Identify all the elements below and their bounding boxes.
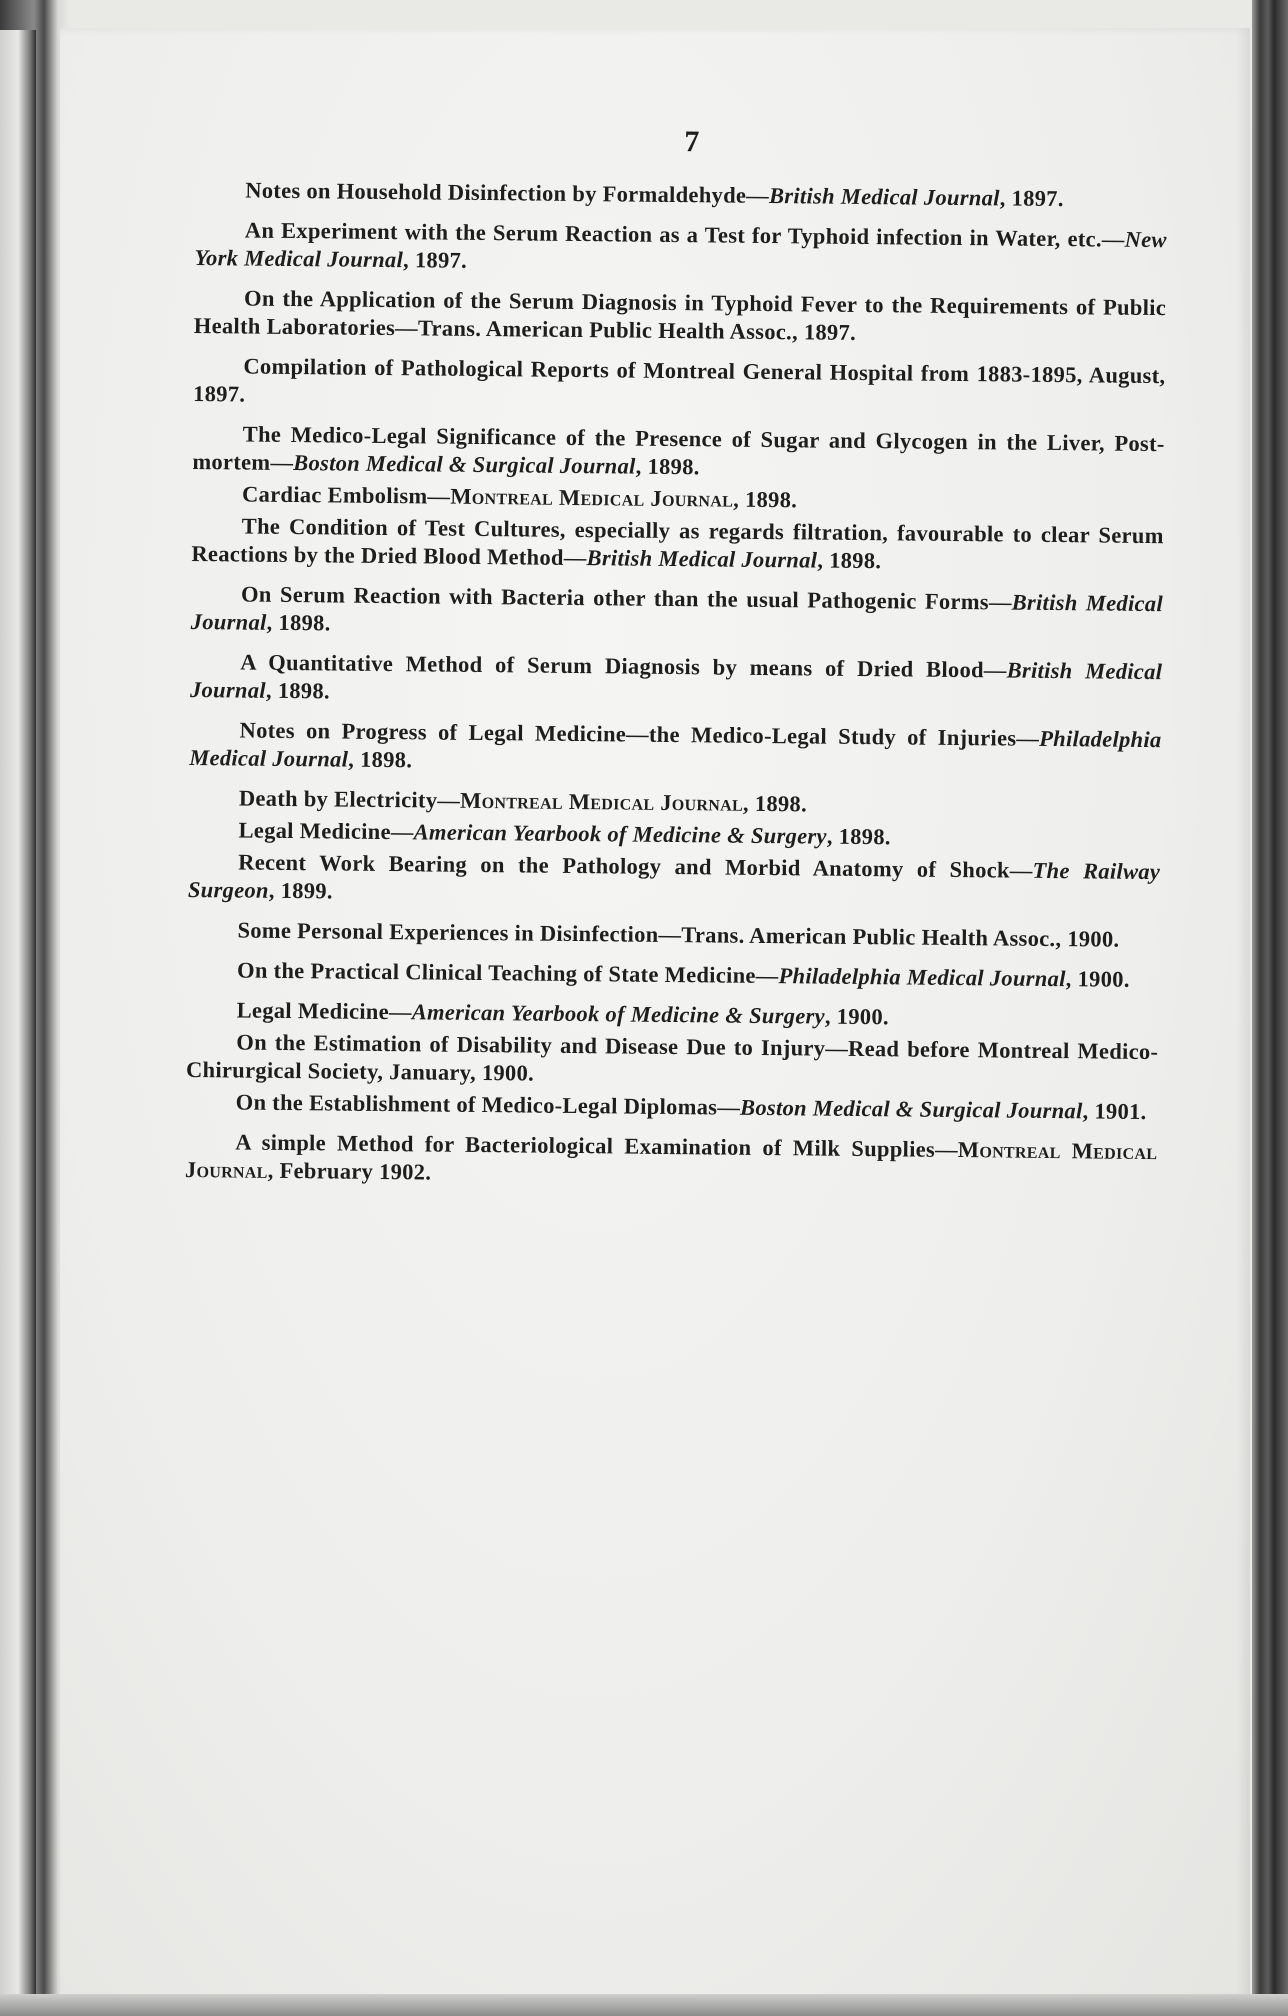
bibliography-entry bbox=[191, 580, 1164, 646]
bibliography-entry bbox=[187, 996, 1159, 1034]
entry-source: American Yearbook of Medicine & Surgery bbox=[413, 819, 827, 849]
entry-source: The Railway Surgeon bbox=[187, 857, 1161, 903]
bibliography-entry bbox=[192, 420, 1165, 486]
entry-source: Boston Medical & Surgical Journal bbox=[739, 1094, 1083, 1124]
bibliography-entry bbox=[194, 284, 1167, 350]
entry-source: Montreal Medical Journal bbox=[460, 787, 744, 816]
entry-title: Death by Electricity— bbox=[238, 785, 461, 813]
entry-title: Compilation of Pathological Reports of Montreal General Hospital from 1883-1895, August, 1897. bbox=[193, 353, 1166, 407]
entry-year: , 1898. bbox=[733, 486, 798, 513]
entry-title: Cardiac Embolism— bbox=[241, 481, 451, 509]
entry-source: Montreal Medical Journal bbox=[450, 483, 734, 512]
entry-year: , 1897. bbox=[999, 185, 1064, 212]
scan-bottom-edge bbox=[0, 1994, 1288, 2016]
entry-title: A Quantitative Method of Serum Diagnosis by means of Dried Blood— bbox=[240, 649, 1007, 683]
bibliography-entry bbox=[190, 648, 1163, 714]
bibliography-entry bbox=[194, 216, 1167, 282]
entry-year: , 1900. bbox=[1065, 966, 1130, 992]
entry-year: , 1898. bbox=[266, 609, 331, 636]
entry-source: Montreal Medical Journal bbox=[184, 1137, 1158, 1183]
entry-title: Notes on Progress of Legal Medicine—the Medico-Legal Study of Injuries— bbox=[239, 717, 1040, 751]
bibliography-entry bbox=[187, 956, 1159, 994]
entry-title: The Medico-Legal Significance of the Presence of Sugar and Glycogen in the Liver, Post-mortem— bbox=[192, 421, 1165, 476]
entry-title: The Condition of Test Cultures, especially as regards filtration, favourable to clear Serum Reactions by the Dried Blood Method— bbox=[191, 513, 1164, 571]
bibliography-list bbox=[185, 176, 1168, 1194]
page-number: 7 bbox=[684, 125, 700, 159]
entry-source: British Medical Journal bbox=[190, 589, 1164, 635]
entry-year: , 1901. bbox=[1082, 1098, 1147, 1125]
bibliography-entry bbox=[187, 916, 1159, 954]
entry-source: American Yearbook of Medicine & Surgery bbox=[411, 999, 826, 1029]
entry-title: On Serum Reaction with Bacteria other than the usual Pathogenic Forms— bbox=[240, 581, 1012, 615]
entry-title: On the Establishment of Medico-Legal Diplomas— bbox=[235, 1089, 741, 1120]
entry-year: , 1898. bbox=[348, 746, 413, 773]
entry-source: Boston Medical & Surgical Journal bbox=[293, 450, 636, 479]
entry-title: On the Practical Clinical Teaching of State Medicine— bbox=[236, 957, 779, 989]
book-fore-edge bbox=[1252, 0, 1288, 2016]
entry-title: Recent Work Bearing on the Pathology and Morbid Anatomy of Shock— bbox=[238, 849, 1033, 883]
entry-source: British Medical Journal bbox=[586, 545, 818, 573]
bibliography-entry bbox=[186, 1088, 1158, 1126]
entry-title: Legal Medicine— bbox=[236, 997, 412, 1025]
entry-source: British Medical Journal bbox=[768, 183, 1000, 211]
entry-title: On the Application of the Serum Diagnosis in Typhoid Fever to the Requirements of Public Health Laboratories—Trans. American Public Health Assoc., 1897. bbox=[193, 285, 1167, 345]
entry-year: , 1898. bbox=[635, 453, 700, 480]
bibliography-entry bbox=[195, 176, 1167, 214]
entry-title: On the Estimation of Disability and Disease Due to Injury—Read before Montreal Medico-Chirurgical Society, January, 1900. bbox=[185, 1029, 1159, 1086]
entry-year: , 1898. bbox=[265, 677, 331, 704]
bibliography-entry bbox=[191, 512, 1164, 578]
entry-year: , February 1902. bbox=[267, 1157, 432, 1185]
entry-year: , 1897. bbox=[402, 247, 468, 273]
entry-title: An Experiment with the Serum Reaction as a Test for Typhoid infection in Water, etc.— bbox=[244, 217, 1125, 252]
left-page-edge bbox=[0, 30, 36, 2016]
entry-title: Some Personal Experiences in Disinfection—Trans. American Public Health Assoc., 1900. bbox=[237, 917, 1120, 952]
entry-year: , 1898. bbox=[826, 823, 891, 850]
bibliography-entry bbox=[188, 848, 1161, 914]
bibliography-entry bbox=[188, 816, 1160, 854]
bibliography-entry bbox=[186, 1028, 1159, 1094]
entry-year: , 1898. bbox=[742, 790, 808, 817]
entry-title: A simple Method for Bacteriological Examination of Milk Supplies— bbox=[235, 1129, 959, 1163]
bibliography-entry bbox=[193, 352, 1166, 418]
bibliography-entry bbox=[185, 1128, 1158, 1194]
bibliography-entry bbox=[192, 480, 1164, 518]
entry-year: , 1898. bbox=[817, 547, 882, 574]
entry-source: New York Medical Journal bbox=[194, 226, 1167, 273]
entry-title: Legal Medicine— bbox=[238, 817, 414, 845]
entry-source: Philadelphia Medical Journal bbox=[189, 725, 1162, 772]
entry-source: British Medical Journal bbox=[189, 657, 1163, 703]
entry-year: , 1899. bbox=[268, 877, 333, 904]
entry-year: , 1900. bbox=[824, 1003, 890, 1030]
entry-title: Notes on Household Disinfection by Formaldehyde— bbox=[245, 177, 770, 209]
bibliography-entry bbox=[189, 716, 1162, 782]
bibliography-entry bbox=[189, 784, 1161, 822]
page-content bbox=[185, 120, 1168, 1206]
entry-source: Philadelphia Medical Journal bbox=[778, 963, 1066, 992]
